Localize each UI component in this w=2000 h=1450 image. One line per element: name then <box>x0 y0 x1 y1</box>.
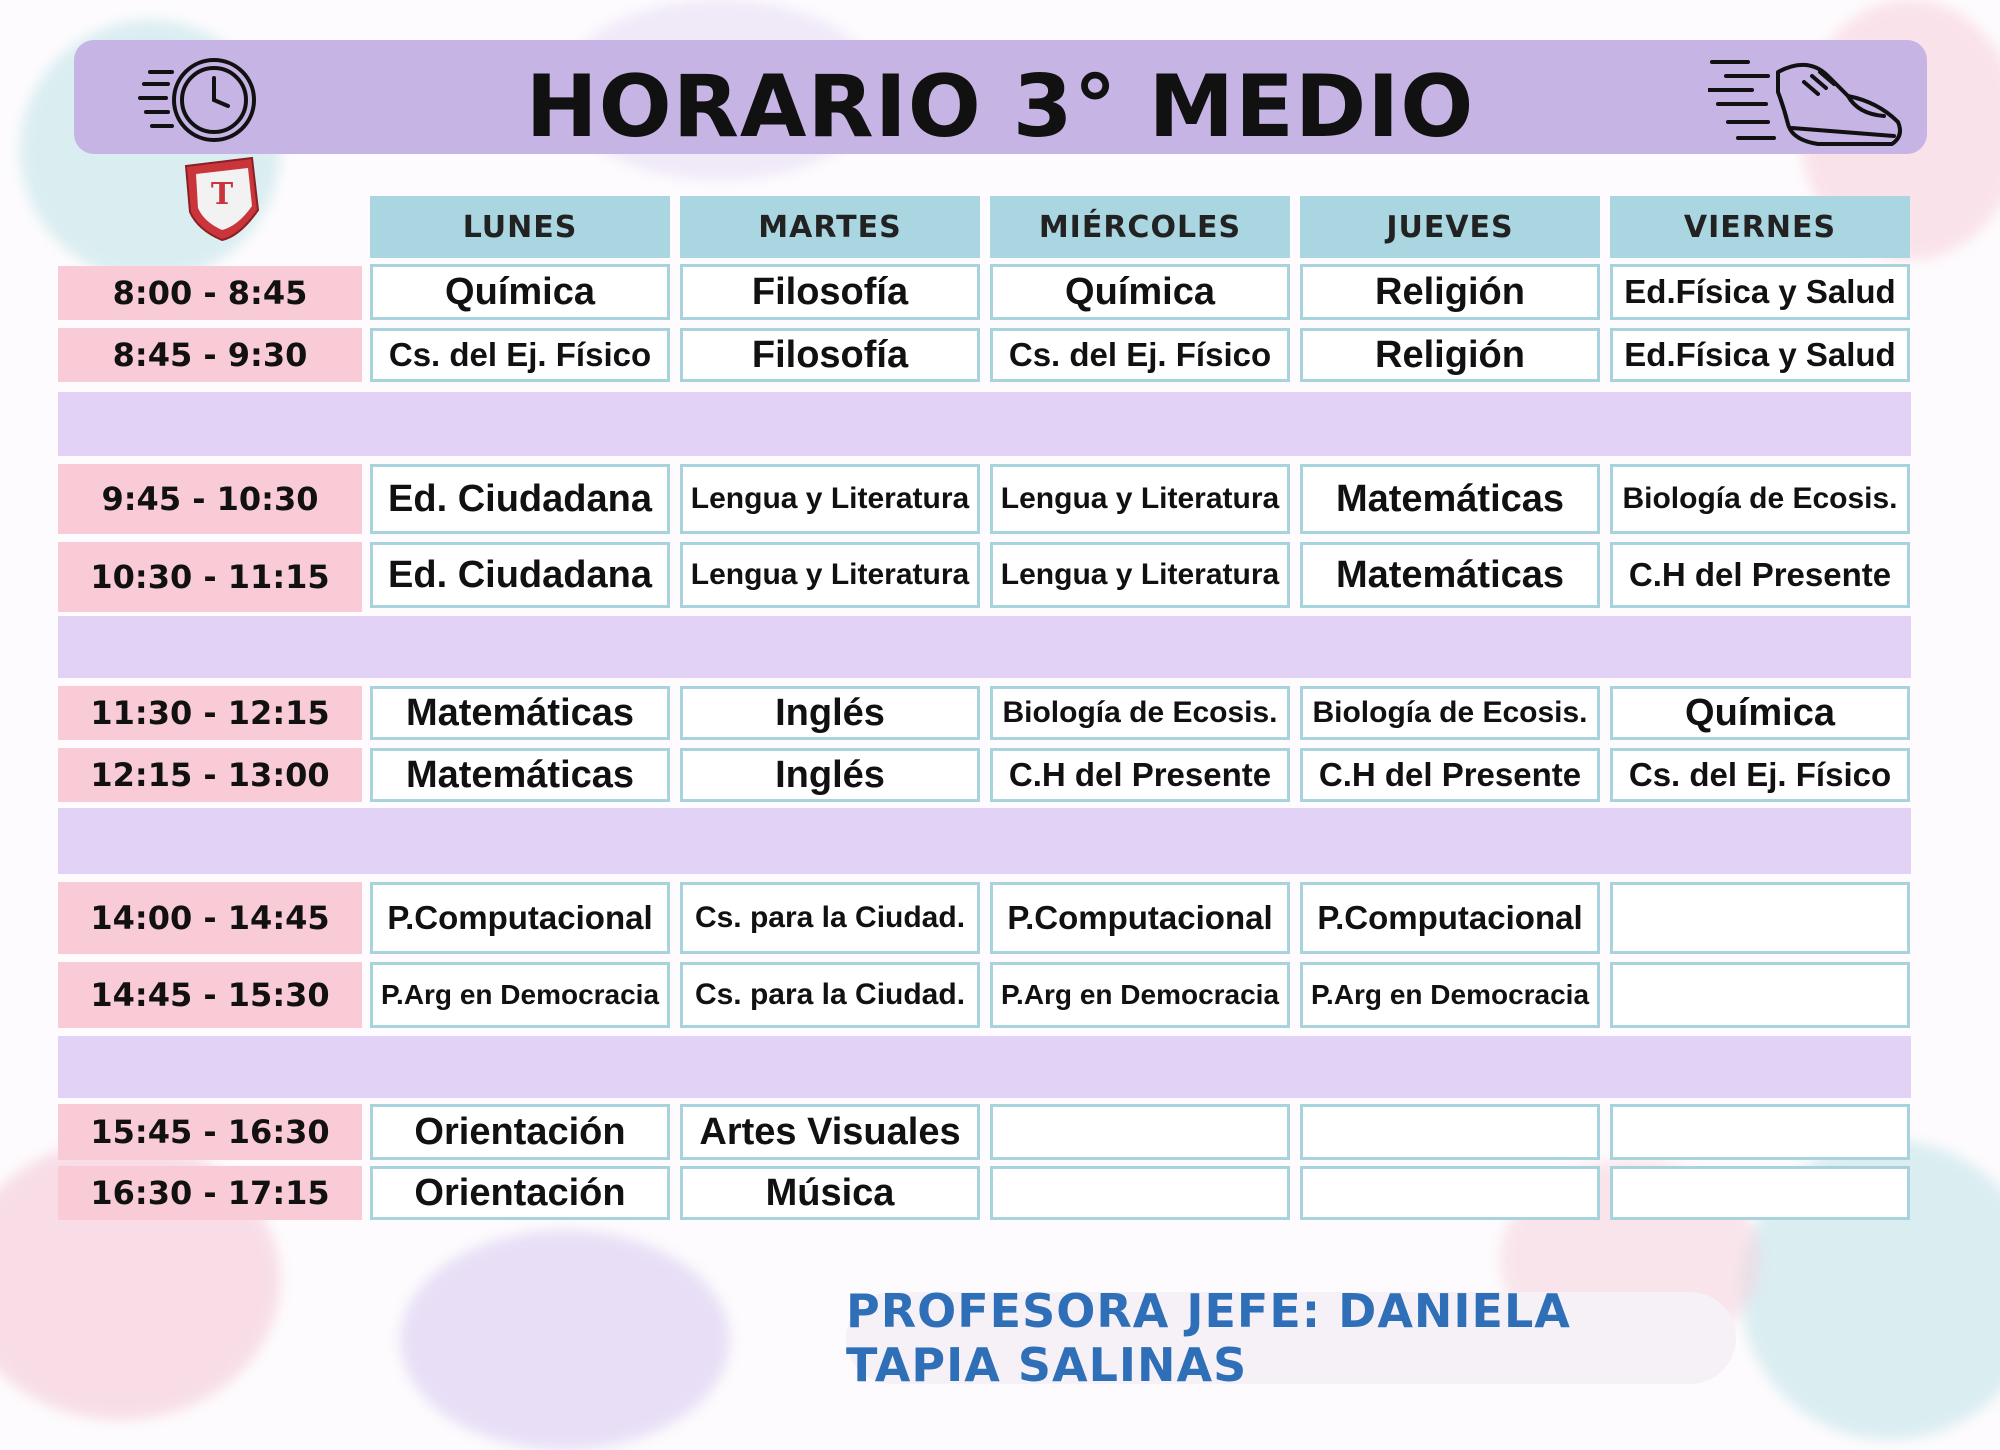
schedule-cell <box>990 1166 1290 1220</box>
schedule-cell: Cs. del Ej. Físico <box>1610 748 1910 802</box>
svg-text:T: T <box>210 177 234 212</box>
time-slot: 16:30 - 17:15 <box>58 1166 362 1220</box>
schedule-cell <box>1610 1166 1910 1220</box>
break-row <box>58 1036 1911 1098</box>
schedule-cell: Biología de Ecosis. <box>1300 686 1600 740</box>
time-slot: 14:45 - 15:30 <box>58 962 362 1028</box>
break-row <box>58 808 1911 874</box>
schedule-cell: Religión <box>1300 328 1600 382</box>
schedule-cell: P.Arg en Democracia <box>990 962 1290 1028</box>
day-header-martes: MARTES <box>680 196 980 258</box>
schedule-cell: Matemáticas <box>370 748 670 802</box>
schedule-cell: Música <box>680 1166 980 1220</box>
schedule-cell: Lengua y Literatura <box>680 542 980 608</box>
schedule-cell: Matemáticas <box>1300 464 1600 534</box>
schedule-cell <box>1300 1104 1600 1160</box>
schedule-cell: Inglés <box>680 686 980 740</box>
schedule-cell: Ed.Física y Salud <box>1610 328 1910 382</box>
schedule-cell: Ed. Ciudadana <box>370 542 670 608</box>
schedule-cell <box>1610 1104 1910 1160</box>
day-header-lunes: LUNES <box>370 196 670 258</box>
schedule-cell: C.H del Presente <box>1610 542 1910 608</box>
schedule-cell: C.H del Presente <box>990 748 1290 802</box>
schedule-cell: C.H del Presente <box>1300 748 1600 802</box>
schedule-cell <box>1610 882 1910 954</box>
day-header-jueves: JUEVES <box>1300 196 1600 258</box>
schedule-cell: Lengua y Literatura <box>680 464 980 534</box>
schedule-cell: Ed.Física y Salud <box>1610 264 1910 320</box>
time-slot: 15:45 - 16:30 <box>58 1104 362 1160</box>
schedule-cell: P.Computacional <box>990 882 1290 954</box>
schedule-cell: Química <box>990 264 1290 320</box>
schedule-cell: Cs. del Ej. Físico <box>990 328 1290 382</box>
schedule-cell: Inglés <box>680 748 980 802</box>
school-crest-icon <box>182 156 262 242</box>
time-slot: 9:45 - 10:30 <box>58 464 362 534</box>
schedule-cell: P.Arg en Democracia <box>370 962 670 1028</box>
schedule-cell: P.Computacional <box>1300 882 1600 954</box>
break-row <box>58 616 1911 678</box>
schedule-cell: Lengua y Literatura <box>990 464 1290 534</box>
page-title: HORARIO 3° MEDIO <box>525 57 1475 157</box>
schedule-cell: Biología de Ecosis. <box>1610 464 1910 534</box>
schedule-cell: Ed. Ciudadana <box>370 464 670 534</box>
time-slot: 11:30 - 12:15 <box>58 686 362 740</box>
schedule-cell: Química <box>1610 686 1910 740</box>
schedule-cell: Filosofía <box>680 328 980 382</box>
schedule-cell: Artes Visuales <box>680 1104 980 1160</box>
schedule-cell: Química <box>370 264 670 320</box>
day-header-viernes: VIERNES <box>1610 196 1910 258</box>
schedule-cell: Cs. del Ej. Físico <box>370 328 670 382</box>
schedule-cell: Lengua y Literatura <box>990 542 1290 608</box>
schedule-cell: Religión <box>1300 264 1600 320</box>
schedule-cell <box>990 1104 1290 1160</box>
schedule-cell: Filosofía <box>680 264 980 320</box>
time-slot: 14:00 - 14:45 <box>58 882 362 954</box>
schedule-cell <box>1610 962 1910 1028</box>
schedule-cell: P.Arg en Democracia <box>1300 962 1600 1028</box>
schedule-cell: Biología de Ecosis. <box>990 686 1290 740</box>
break-row <box>58 392 1911 456</box>
schedule-cell: Matemáticas <box>1300 542 1600 608</box>
time-slot: 8:00 - 8:45 <box>58 266 362 320</box>
decor-blob <box>400 1230 730 1450</box>
time-slot: 12:15 - 13:00 <box>58 748 362 802</box>
schedule-cell: Cs. para la Ciudad. <box>680 962 980 1028</box>
schedule-cell: Matemáticas <box>370 686 670 740</box>
time-slot: 8:45 - 9:30 <box>58 328 362 382</box>
schedule-cell <box>1300 1166 1600 1220</box>
time-slot: 10:30 - 11:15 <box>58 542 362 612</box>
schedule-cell: Cs. para la Ciudad. <box>680 882 980 954</box>
schedule-cell: Orientación <box>370 1104 670 1160</box>
day-header-miercoles: MIÉRCOLES <box>990 196 1290 258</box>
running-shoe-icon <box>1708 52 1908 152</box>
clock-icon <box>138 54 258 146</box>
schedule-cell: P.Computacional <box>370 882 670 954</box>
footer-teacher: PROFESORA JEFE: DANIELA TAPIA SALINAS <box>846 1292 1736 1384</box>
schedule-cell: Orientación <box>370 1166 670 1220</box>
